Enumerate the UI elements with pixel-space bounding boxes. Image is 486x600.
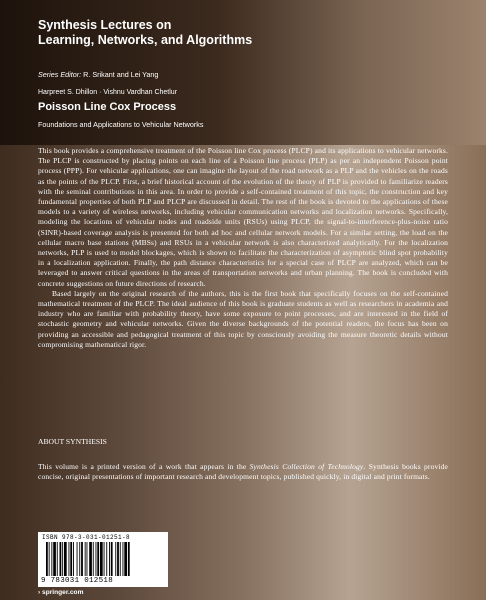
barcode-bar xyxy=(96,542,97,576)
book-description xyxy=(38,146,448,350)
about-heading: ABOUT SYNTHESIS xyxy=(38,437,107,446)
series-editor xyxy=(38,70,158,79)
barcode-bar xyxy=(106,542,107,576)
barcode-bar xyxy=(69,542,70,576)
barcode-bar xyxy=(79,542,80,576)
about-text-before: This volume is a printed version of a work that appears in the xyxy=(38,462,250,471)
barcode-bar xyxy=(51,542,52,576)
barcode-bar xyxy=(100,542,103,576)
book-title: Poisson Line Cox Process xyxy=(38,101,177,113)
series-title-line2: Learning, Networks, and Algorithms xyxy=(38,33,253,47)
barcode-bar xyxy=(89,542,92,576)
barcode-bar xyxy=(60,542,62,576)
barcode-bar xyxy=(64,542,67,576)
barcode-bar xyxy=(46,542,48,576)
book-subtitle: Foundations and Applications to Vehicular Networks xyxy=(38,120,204,129)
barcode-bar xyxy=(120,542,121,576)
barcode-bars xyxy=(46,542,160,576)
about-collection-name: Synthesis Collection of Technology xyxy=(249,462,364,471)
barcode-bar xyxy=(109,542,110,576)
barcode-bar xyxy=(57,542,58,576)
book-authors: Harpreet S. Dhillon · Vishnu Vardhan Chetlur xyxy=(38,89,178,96)
barcode-bar xyxy=(128,542,130,576)
barcode-number: 9 783031 012518 xyxy=(41,577,114,585)
description-paragraph-1: This book provides a comprehensive treatment of the Poisson line Cox process (PLCP) and its applications to vehicular networks. The PLCP is constructed by placing points on each line of a Poisson line process (PLP) as per an independent Poisson point process (PPP). For vehicular applications, one can imagine the layout of the road network as a PLP and the vehicles on the roads as the points of the PLCP. First, a brief historical account of the evolution of the theory of PLP is provided to familiarize readers with the seminal contributions in this area. In order to provide a self-contained treatment of this topic, the construction and key fundamental properties of both PLP and PLCP are discussed in detail. The rest of the book is devoted to the applications of these models to a variety of wireless networks, including vehicular communication networks and localization networks. Specifically, modeling the locations of vehicular nodes and roadside units (RSUs) using PLCP, the signal-to-interference-plus-noise ratio (SINR)-based coverage analysis is presented for both ad hoc and cellular network models. For a similar setting, the load on the cellular macro base stations (MBSs) and RSUs in a vehicular network is also characterized analytically. For the localization networks, PLP is used to model blockages, which is shown to facilitate the characterization of asymptotic blind spot probability in a localization application. Finally, the path distance characteristics for a special case of PLCP are analyzed, which can be leveraged to answer critical questions in the areas of transportation networks and urban planning. The book is concluded with concrete suggestions on future directions of research. xyxy=(38,146,448,288)
barcode-bar xyxy=(117,542,119,576)
about-text-after: . Synthesis books provide concise, original presentations of important research and development topics, published quickly, in digital and print formats. xyxy=(38,462,448,482)
series-title xyxy=(38,18,438,48)
series-title-line1: Synthesis Lectures on xyxy=(38,18,172,32)
isbn-label: ISBN 978-3-031-01251-8 xyxy=(42,534,131,541)
barcode-bar xyxy=(87,542,88,576)
about-text xyxy=(38,462,448,482)
publisher-url: › springer.com xyxy=(38,589,84,596)
barcode-bar xyxy=(53,542,56,576)
barcode-bar xyxy=(77,542,78,576)
barcode-bar xyxy=(85,542,86,576)
series-editor-names: R. Srikant and Lei Yang xyxy=(81,70,159,79)
barcode-bar xyxy=(97,542,99,576)
barcode-bar xyxy=(111,542,113,576)
barcode-bar xyxy=(81,542,83,576)
barcode-bar xyxy=(93,542,94,576)
barcode xyxy=(38,532,168,587)
barcode-bar xyxy=(73,542,74,576)
description-paragraph-2: Based largely on the original research of the authors, this is the first book that specifically focuses on the self-contained mathematical treatment of the PLCP. The ideal audience of this book is graduate students as well as researchers in academia and industry who are familiar with probability theory, have some exposure to point processes, and are interested in the field of stochastic geometry and vehicular networks. Given the diverse backgrounds of the potential readers, the focus has been on providing an accessible and pedagogical treatment of this topic by consciously avoiding the measure theoretic details without compromising mathematical rigor. xyxy=(38,288,448,349)
barcode-bar xyxy=(62,542,63,576)
barcode-bar xyxy=(70,542,72,576)
barcode-bar xyxy=(104,542,105,576)
series-editor-label: Series Editor: xyxy=(38,70,82,79)
barcode-bar xyxy=(115,542,116,576)
barcode-bar xyxy=(123,542,124,576)
barcode-bar xyxy=(49,542,50,576)
barcode-bar xyxy=(124,542,127,576)
